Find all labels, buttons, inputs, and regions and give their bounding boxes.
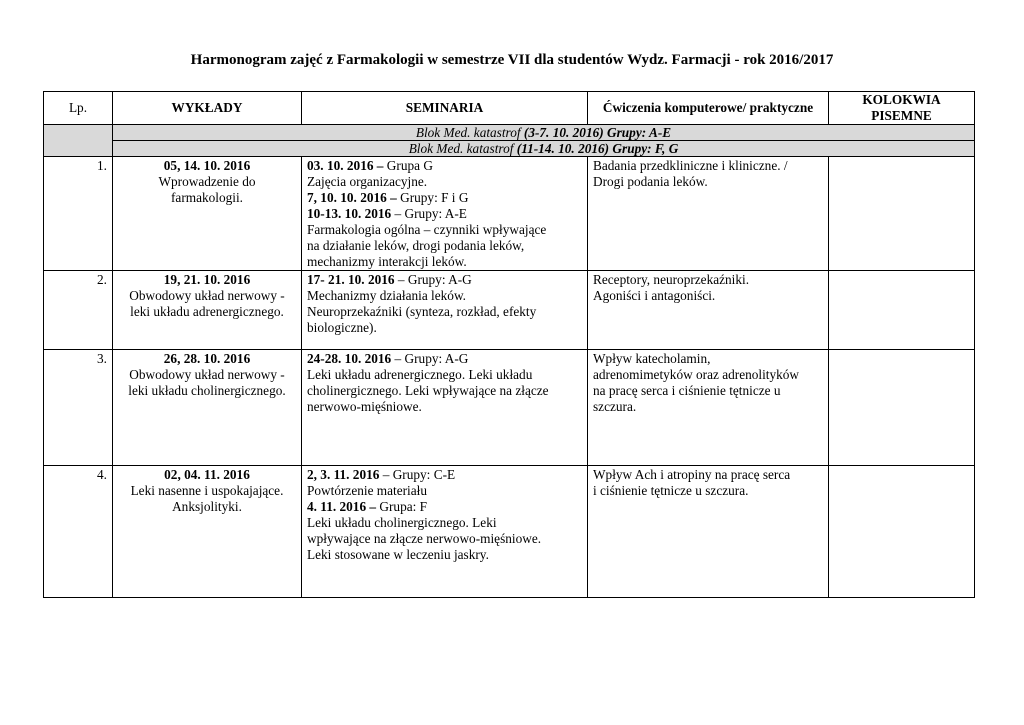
lecture-text: farmakologii.: [170, 190, 243, 205]
block-dates: (11-14. 10. 2016) Grupy: F, G: [516, 141, 679, 156]
seminar-date: 10-13. 10. 2016: [307, 206, 392, 221]
exercise-text: Wpływ Ach i atropiny na pracę serca: [593, 467, 791, 482]
seminar-line: Leki układu cholinergicznego. Leki: [307, 515, 497, 530]
exercise-cell: [588, 350, 829, 466]
table-row: [44, 350, 975, 466]
seminar-cell: [302, 271, 588, 350]
lecture-date: 05, 14. 10. 2016: [163, 158, 251, 173]
row-number: 2.: [44, 271, 113, 350]
seminar-date: 24-28. 10. 2016: [307, 351, 392, 366]
row-number: 4.: [44, 466, 113, 598]
schedule-table: [43, 91, 975, 598]
lecture-cell: [113, 157, 302, 271]
exercise-text: Drogi podania leków.: [593, 174, 708, 189]
exercise-text: szczura.: [593, 399, 637, 414]
exercise-text: Receptory, neuroprzekaźniki.: [593, 272, 750, 287]
seminar-line: Powtórzenie materiału: [307, 483, 427, 498]
seminar-line: Leki układu adrenergicznego. Leki układu: [307, 367, 533, 382]
block-label: [113, 141, 975, 157]
block-row: [44, 141, 975, 157]
lecture-text: Wprowadzenie do: [158, 174, 256, 189]
seminar-line: 10-13. 10. 2016 – Grupy: A-E: [307, 206, 467, 221]
seminar-line: nerwowo-mięśniowe.: [307, 399, 422, 414]
seminar-line: Leki stosowane w leczeniu jaskry.: [307, 547, 489, 562]
table-row: [44, 271, 975, 350]
row-number: 1.: [44, 157, 113, 271]
seminar-line: 2, 3. 11. 2016 – Grupy: C-E: [307, 467, 456, 482]
exercise-text: Agoniści i antagoniści.: [593, 288, 716, 303]
colloquium-cell: [829, 271, 975, 350]
lecture-text: Obwodowy układ nerwowy -: [129, 367, 285, 382]
block-label: [113, 125, 975, 141]
seminar-cell: [302, 350, 588, 466]
lecture-text: Obwodowy układ nerwowy -: [129, 288, 285, 303]
seminar-line: 17- 21. 10. 2016 – Grupy: A-G: [307, 272, 472, 287]
block-prefix: Blok Med. katastrof: [408, 141, 517, 156]
header-lp: Lp.: [44, 92, 113, 125]
colloquium-cell: [829, 350, 975, 466]
seminar-line: Farmakologia ogólna – czynniki wpływające: [307, 222, 547, 237]
document-title: Harmonogram zajęć z Farmakologii w semestrze VII dla studentów Wydz. Farmacji - rok 2016/2017: [190, 52, 834, 68]
seminar-cell: [302, 157, 588, 271]
colloquium-cell: [829, 157, 975, 271]
block-dates: (3-7. 10. 2016) Grupy: A-E: [523, 125, 672, 140]
seminar-date: 03. 10. 2016 –: [307, 158, 384, 173]
lecture-cell: [113, 350, 302, 466]
lecture-cell: [113, 271, 302, 350]
seminar-date: 7, 10. 10. 2016 –: [307, 190, 397, 205]
table-row: [44, 157, 975, 271]
lecture-date: 26, 28. 10. 2016: [163, 351, 251, 366]
seminar-cell: [302, 466, 588, 598]
table-row: [44, 466, 975, 598]
lecture-text: Leki nasenne i uspokajające.: [130, 483, 284, 498]
exercise-text: Badania przedkliniczne i kliniczne. /: [593, 158, 788, 173]
seminar-line: biologiczne).: [307, 320, 377, 335]
exercise-text: Wpływ katecholamin,: [593, 351, 711, 366]
exercise-text: na pracę serca i ciśnienie tętnicze u: [593, 383, 781, 398]
seminar-date: 2, 3. 11. 2016: [307, 467, 380, 482]
lecture-date: 19, 21. 10. 2016: [163, 272, 251, 287]
seminar-date: 17- 21. 10. 2016: [307, 272, 395, 287]
header-kolokwia: KOLOKWIA PISEMNE: [829, 92, 975, 125]
seminar-line: 7, 10. 10. 2016 – Grupy: F i G: [307, 190, 469, 205]
block-prefix: Blok Med. katastrof: [415, 125, 524, 140]
seminar-line: mechanizmy interakcji leków.: [307, 254, 467, 269]
exercise-text: adrenomimetyków oraz adrenolityków: [593, 367, 800, 382]
header-cwiczenia: Ćwiczenia komputerowe/ praktyczne: [588, 92, 829, 125]
exercise-cell: [588, 157, 829, 271]
exercise-cell: [588, 271, 829, 350]
block-row: [44, 125, 975, 141]
seminar-date: 4. 11. 2016 –: [307, 499, 377, 514]
exercise-cell: [588, 466, 829, 598]
seminar-line: Neuroprzekaźniki (synteza, rozkład, efekty: [307, 304, 537, 319]
lecture-text: leki układu cholinergicznego.: [128, 383, 286, 398]
lecture-date: 02, 04. 11. 2016: [164, 467, 250, 482]
seminar-line: Zajęcia organizacyjne.: [307, 174, 428, 189]
lecture-cell: [113, 466, 302, 598]
lecture-text: Anksjolityki.: [172, 499, 242, 514]
colloquium-cell: [829, 466, 975, 598]
seminar-line: 4. 11. 2016 – Grupa: F: [307, 499, 428, 514]
seminar-line: na działanie leków, drogi podania leków,: [307, 238, 525, 253]
lecture-text: leki układu adrenergicznego.: [130, 304, 284, 319]
block-lp-cell: [44, 125, 113, 157]
seminar-line: 03. 10. 2016 – Grupa G: [307, 158, 433, 173]
seminar-line: wpływające na złącze nerwowo-mięśniowe.: [307, 531, 542, 546]
seminar-line: cholinergicznego. Leki wpływające na złącze: [307, 383, 549, 398]
header-row: [44, 92, 975, 125]
exercise-text: i ciśnienie tętnicze u szczura.: [593, 483, 749, 498]
header-wyklady: WYKŁADY: [113, 92, 302, 125]
seminar-line: Mechanizmy działania leków.: [307, 288, 467, 303]
seminar-line: 24-28. 10. 2016 – Grupy: A-G: [307, 351, 469, 366]
header-seminaria: SEMINARIA: [302, 92, 588, 125]
row-number: 3.: [44, 350, 113, 466]
